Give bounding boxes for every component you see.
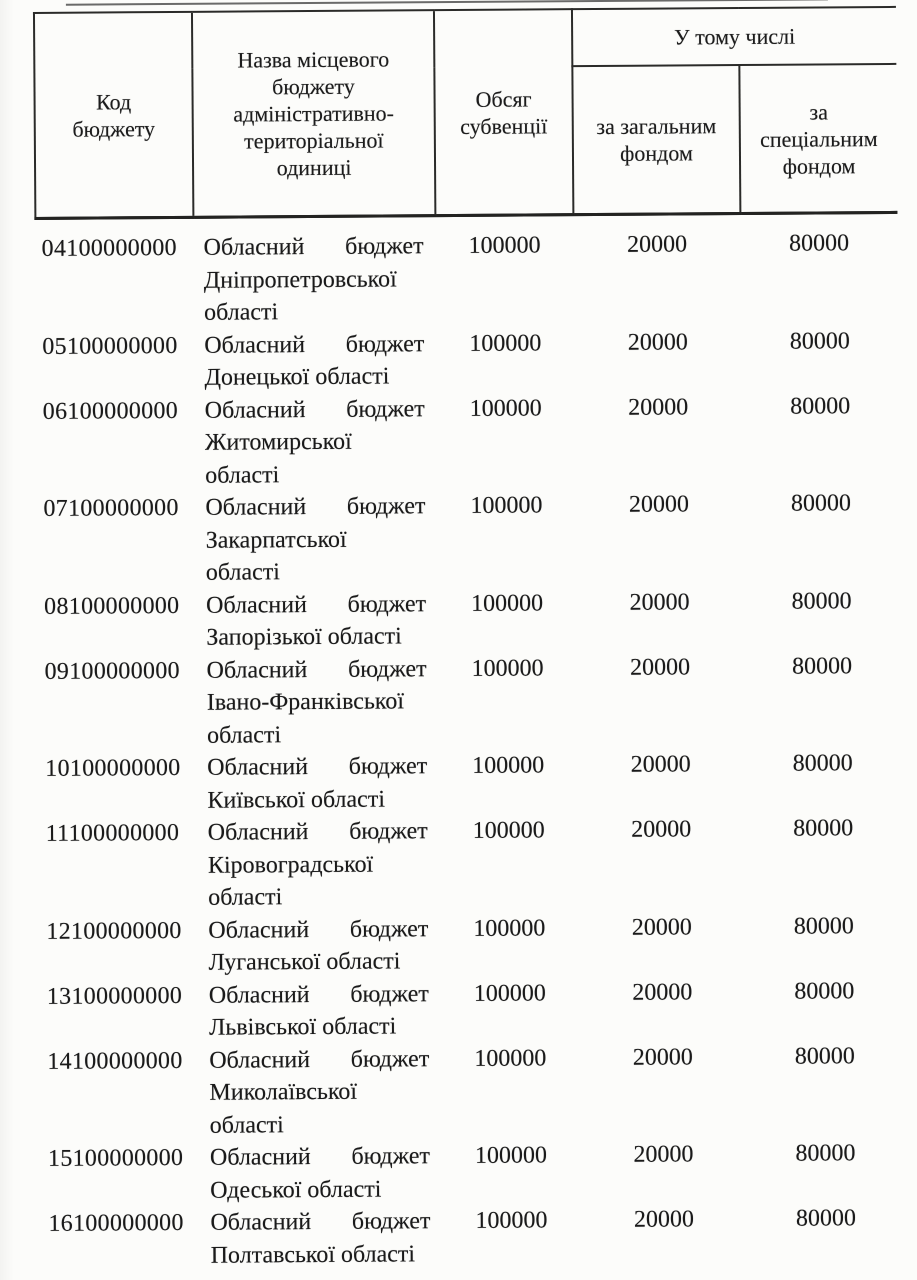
cell-general-fund: 20000 [632,1043,693,1071]
cell-general-fund: 20000 [631,816,692,843]
table-row [42,1137,904,1208]
cell-special-fund: 80000 [793,815,854,842]
table-row [37,389,900,493]
cell-special-fund: 80000 [789,230,850,257]
table-row [41,1039,904,1143]
cell-general-fund: 20000 [627,231,688,258]
header-budget-code: Код бюджету [34,12,193,219]
budget-name-line: Обласний бюджет [208,915,429,944]
cell-subvention-amount: 100000 [469,394,542,422]
budget-name-line: області [208,884,283,911]
budget-name-line: Обласний бюджет [206,655,427,684]
budget-name-line: Київської області [207,786,386,814]
table-row [39,747,901,818]
cell-special-fund: 80000 [790,392,851,420]
cell-general-fund: 20000 [629,653,691,681]
cell-general-fund: 20000 [628,491,690,518]
cell-special-fund: 80000 [793,912,854,940]
cell-subvention-amount: 100000 [471,654,544,682]
budget-name-line: Кіровоградської [207,851,374,879]
cell-budget-code: 11100000000 [45,819,180,847]
budget-name-line: Обласний бюджет [209,1143,431,1171]
cell-general-fund: 20000 [629,588,690,616]
table-row [38,649,901,753]
table-row [38,584,900,655]
table-row [40,909,902,980]
budget-name-line: Миколаївської [209,1078,358,1106]
cell-budget-code: 04100000000 [41,234,178,262]
budget-name-line: області [205,559,281,586]
cell-subvention-amount: 100000 [473,914,546,942]
budget-name-line: Запорізької області [206,623,402,651]
cell-budget-code: 09100000000 [44,657,180,685]
cell-budget-name [198,815,441,914]
budget-name-line: Обласний бюджет [205,493,426,521]
budget-name-line: Одеської області [210,1176,382,1204]
cell-special-fund: 80000 [792,750,853,777]
cell-budget-name [193,216,436,330]
cell-budget-code: 12100000000 [46,917,182,945]
budget-name-line: Житомирської [204,428,352,456]
budget-name-line: Обласний бюджет [210,1208,431,1236]
cell-budget-name [199,1043,442,1142]
header-including-group: У тому числі [572,7,896,66]
table-row [40,812,903,916]
cell-subvention-amount: 100000 [474,1142,548,1169]
cell-subvention-amount: 100000 [468,232,541,259]
cell-general-fund: 20000 [627,328,688,356]
budget-name-line: Івано-Франківської [206,688,405,716]
header-budget-name: Назва місцевого бюджету адміністративно- територіальної одиниці [192,10,435,217]
budget-name-line: Дніпропетровської [203,265,397,294]
cell-special-fund: 80000 [791,587,852,615]
cell-budget-code: 07100000000 [43,494,179,522]
cell-general-fund: 20000 [631,913,692,941]
cell-general-fund: 20000 [633,1206,694,1233]
budget-name-line: Обласний бюджет [204,395,425,424]
cell-budget-code: 06100000000 [42,397,179,425]
table-row [42,1202,904,1273]
cell-budget-code: 13100000000 [46,982,183,1010]
table-head [34,7,897,219]
cell-budget-code: 14100000000 [47,1047,183,1075]
header-general-fund: за загальним фондом [572,65,740,215]
cell-budget-name [200,1205,442,1272]
table-row [37,487,900,591]
budget-name-line: Донецької області [204,363,390,391]
cell-subvention-amount: 100000 [471,589,544,617]
cell-budget-name [196,588,438,655]
budget-name-line: Обласний бюджет [209,1045,430,1074]
budget-name-line: Обласний бюджет [208,980,429,1009]
cell-subvention-amount: 100000 [472,817,545,844]
budget-name-line: області [206,721,282,749]
cell-special-fund: 80000 [795,1205,856,1232]
budget-name-line: Обласний бюджет [207,818,428,846]
cell-budget-name [197,750,439,817]
table-row [35,212,898,330]
cell-special-fund: 80000 [791,652,853,680]
cell-subvention-amount: 100000 [470,492,543,519]
budget-name-line: області [203,299,279,326]
cell-subvention-amount: 100000 [469,329,542,357]
header-subvention-amount: Обсяг субвенції [434,9,573,215]
cell-budget-name [199,978,441,1045]
cell-subvention-amount: 100000 [473,979,546,1007]
table-row [36,324,898,395]
cell-budget-name [195,490,438,589]
budget-name-line: Обласний бюджет [207,753,428,781]
cell-budget-code: 08100000000 [44,592,180,620]
budget-name-line: Обласний бюджет [204,330,425,359]
table-row [41,974,903,1045]
budget-name-line: області [209,1111,284,1139]
cell-budget-code: 16100000000 [48,1209,184,1237]
cell-budget-name [196,653,439,752]
header-special-fund: за спеціальним фондом [739,64,897,214]
budget-name-line: Полтавської області [210,1240,416,1269]
cell-special-fund: 80000 [794,977,855,1005]
cell-budget-name [198,913,440,980]
table-body [35,212,904,1272]
budget-name-line: Закарпатської [205,526,347,554]
cell-budget-code: 10100000000 [45,754,181,782]
cell-special-fund: 80000 [794,1042,855,1070]
cell-special-fund: 80000 [790,490,852,517]
cell-subvention-amount: 100000 [475,1207,548,1234]
budget-table [33,6,905,1273]
budget-name-line: Луганської області [208,948,401,976]
cell-special-fund: 80000 [795,1140,856,1167]
cell-general-fund: 20000 [628,393,689,421]
cell-budget-code: 05100000000 [42,332,178,360]
budget-name-line: Обласний бюджет [203,233,424,261]
cell-general-fund: 20000 [630,751,691,778]
budget-name-line: області [205,461,280,489]
cell-budget-code: 15100000000 [47,1144,184,1172]
budget-name-line: Львівської області [208,1013,397,1041]
cell-budget-name [200,1140,442,1207]
cell-subvention-amount: 100000 [474,1044,547,1072]
cell-general-fund: 20000 [633,1141,694,1168]
budget-name-line: Обласний бюджет [206,590,427,619]
cell-budget-name [194,328,436,395]
cell-budget-name [195,393,438,492]
cell-general-fund: 20000 [632,978,693,1006]
scan-cutoff-line-artifact [66,0,828,6]
cell-special-fund: 80000 [789,327,850,355]
cell-subvention-amount: 100000 [472,752,545,779]
